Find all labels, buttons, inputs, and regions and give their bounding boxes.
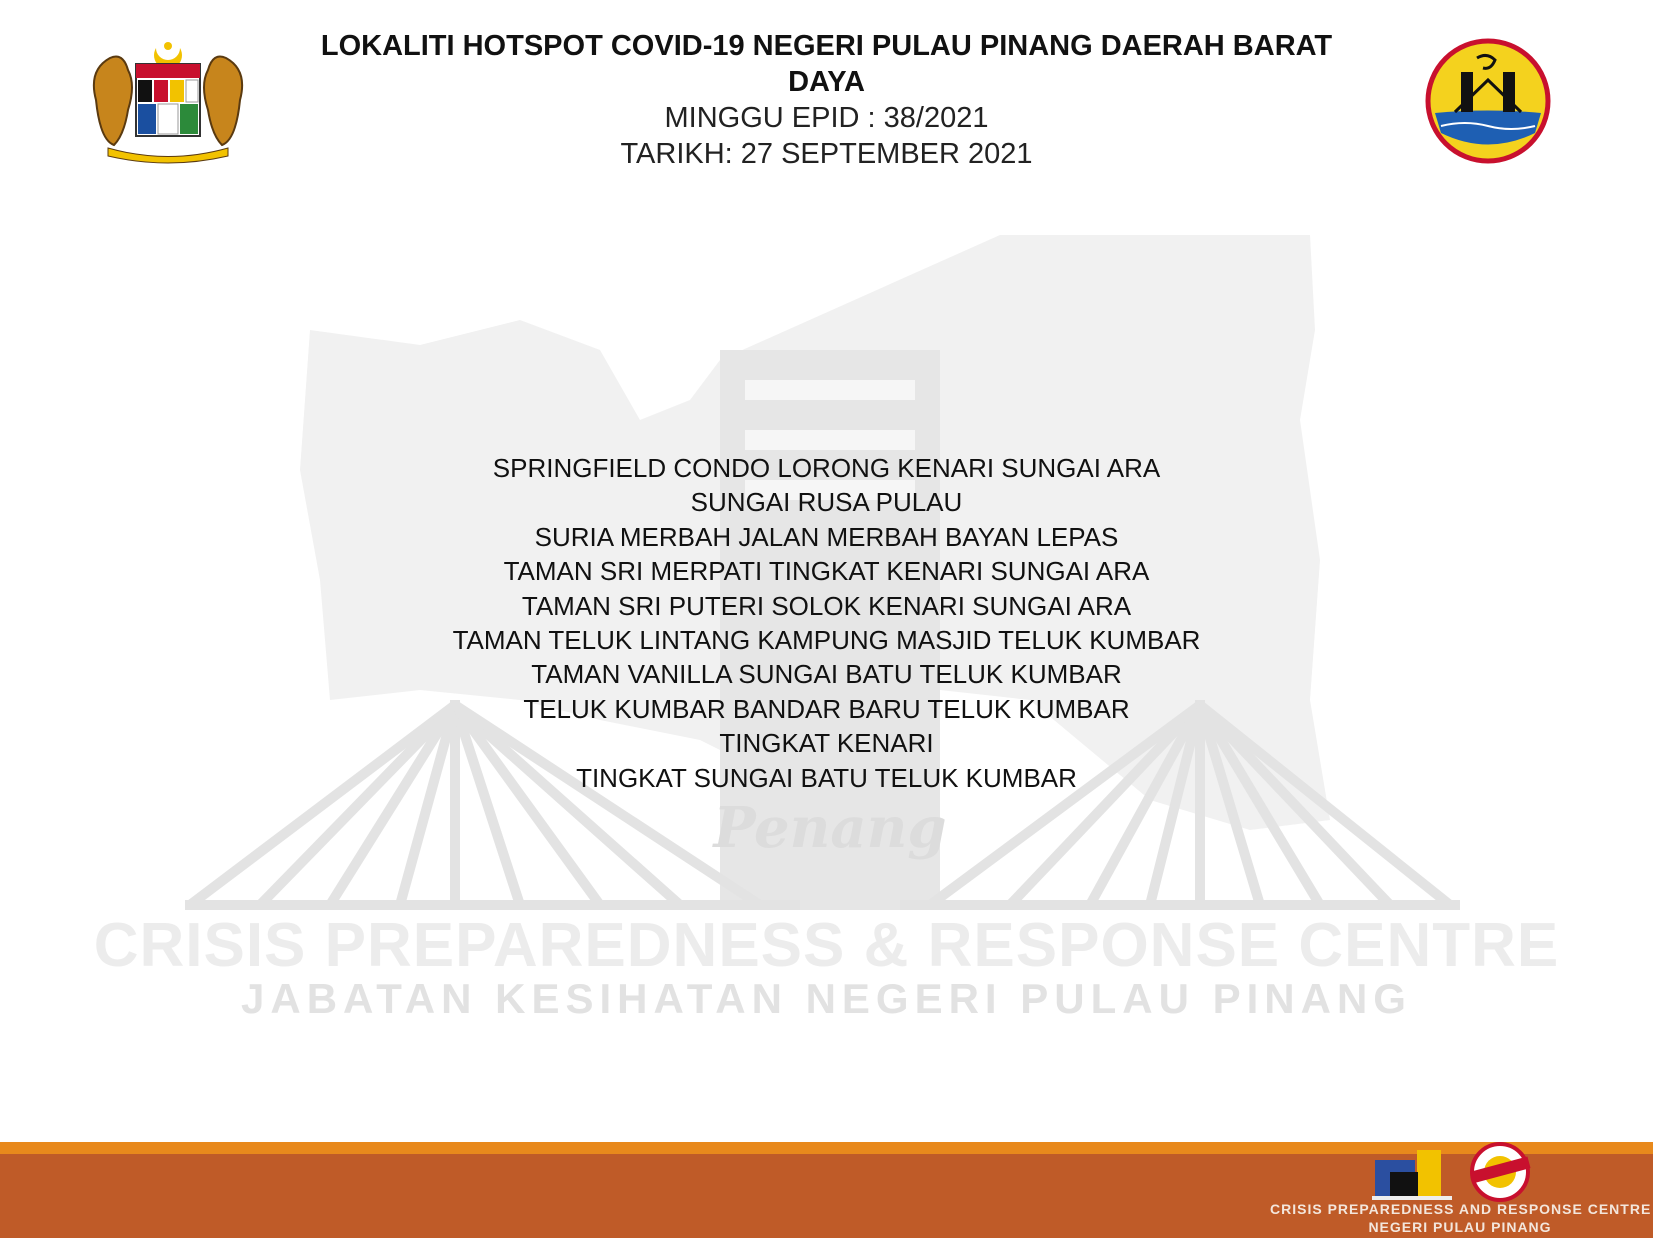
- locality-item: TINGKAT KENARI: [719, 728, 934, 759]
- locality-item: SUNGAI RUSA PULAU: [690, 487, 963, 518]
- title-block: [300, 28, 1353, 172]
- locality-item: TAMAN VANILLA SUNGAI BATU TELUK KUMBAR: [531, 659, 1122, 690]
- penang-state-logo: [1425, 38, 1551, 164]
- header: [0, 0, 1653, 190]
- epid-week: MINGGU EPID : 38/2021: [664, 102, 989, 134]
- locality-list: [300, 451, 1353, 795]
- locality-item: TAMAN SRI MERPATI TINGKAT KENARI SUNGAI ARA: [503, 556, 1150, 587]
- locality-item: TINGKAT SUNGAI BATU TELUK KUMBAR: [576, 762, 1077, 793]
- locality-item: SURIA MERBAH JALAN MERBAH BAYAN LEPAS: [534, 521, 1119, 552]
- footer-logos: [1370, 1142, 1540, 1204]
- watermark-script-text: Penang: [713, 795, 947, 861]
- locality-item: TELUK KUMBAR BANDAR BARU TELUK KUMBAR: [523, 693, 1130, 724]
- cprc-logo: [1372, 1150, 1452, 1200]
- footer-state-name: NEGERI PULAU PINANG: [1368, 1219, 1552, 1235]
- locality-item: TAMAN TELUK LINTANG KAMPUNG MASJID TELUK KUMBAR: [452, 625, 1201, 656]
- footer: [0, 1142, 1653, 1238]
- page-title: LOKALITI HOTSPOT COVID-19 NEGERI PULAU PINANG DAERAH BARAT DAYA: [320, 30, 1333, 98]
- locality-item: TAMAN SRI PUTERI SOLOK KENARI SUNGAI ARA: [521, 590, 1132, 621]
- footer-text: [1270, 1200, 1650, 1236]
- malaysia-coat-of-arms-logo: [88, 40, 248, 165]
- watermark-line-2: JABATAN KESIHATAN NEGERI PULAU PINANG: [241, 975, 1412, 1022]
- watermark-line-1: CRISIS PREPAREDNESS & RESPONSE CENTRE: [93, 911, 1560, 980]
- penang-lawan-covid-19-logo: [1471, 1144, 1530, 1200]
- footer-org-name: CRISIS PREPAREDNESS AND RESPONSE CENTRE: [1270, 1201, 1652, 1217]
- locality-item: SPRINGFIELD CONDO LORONG KENARI SUNGAI ARA: [492, 453, 1161, 483]
- report-date: TARIKH: 27 SEPTEMBER 2021: [620, 138, 1033, 170]
